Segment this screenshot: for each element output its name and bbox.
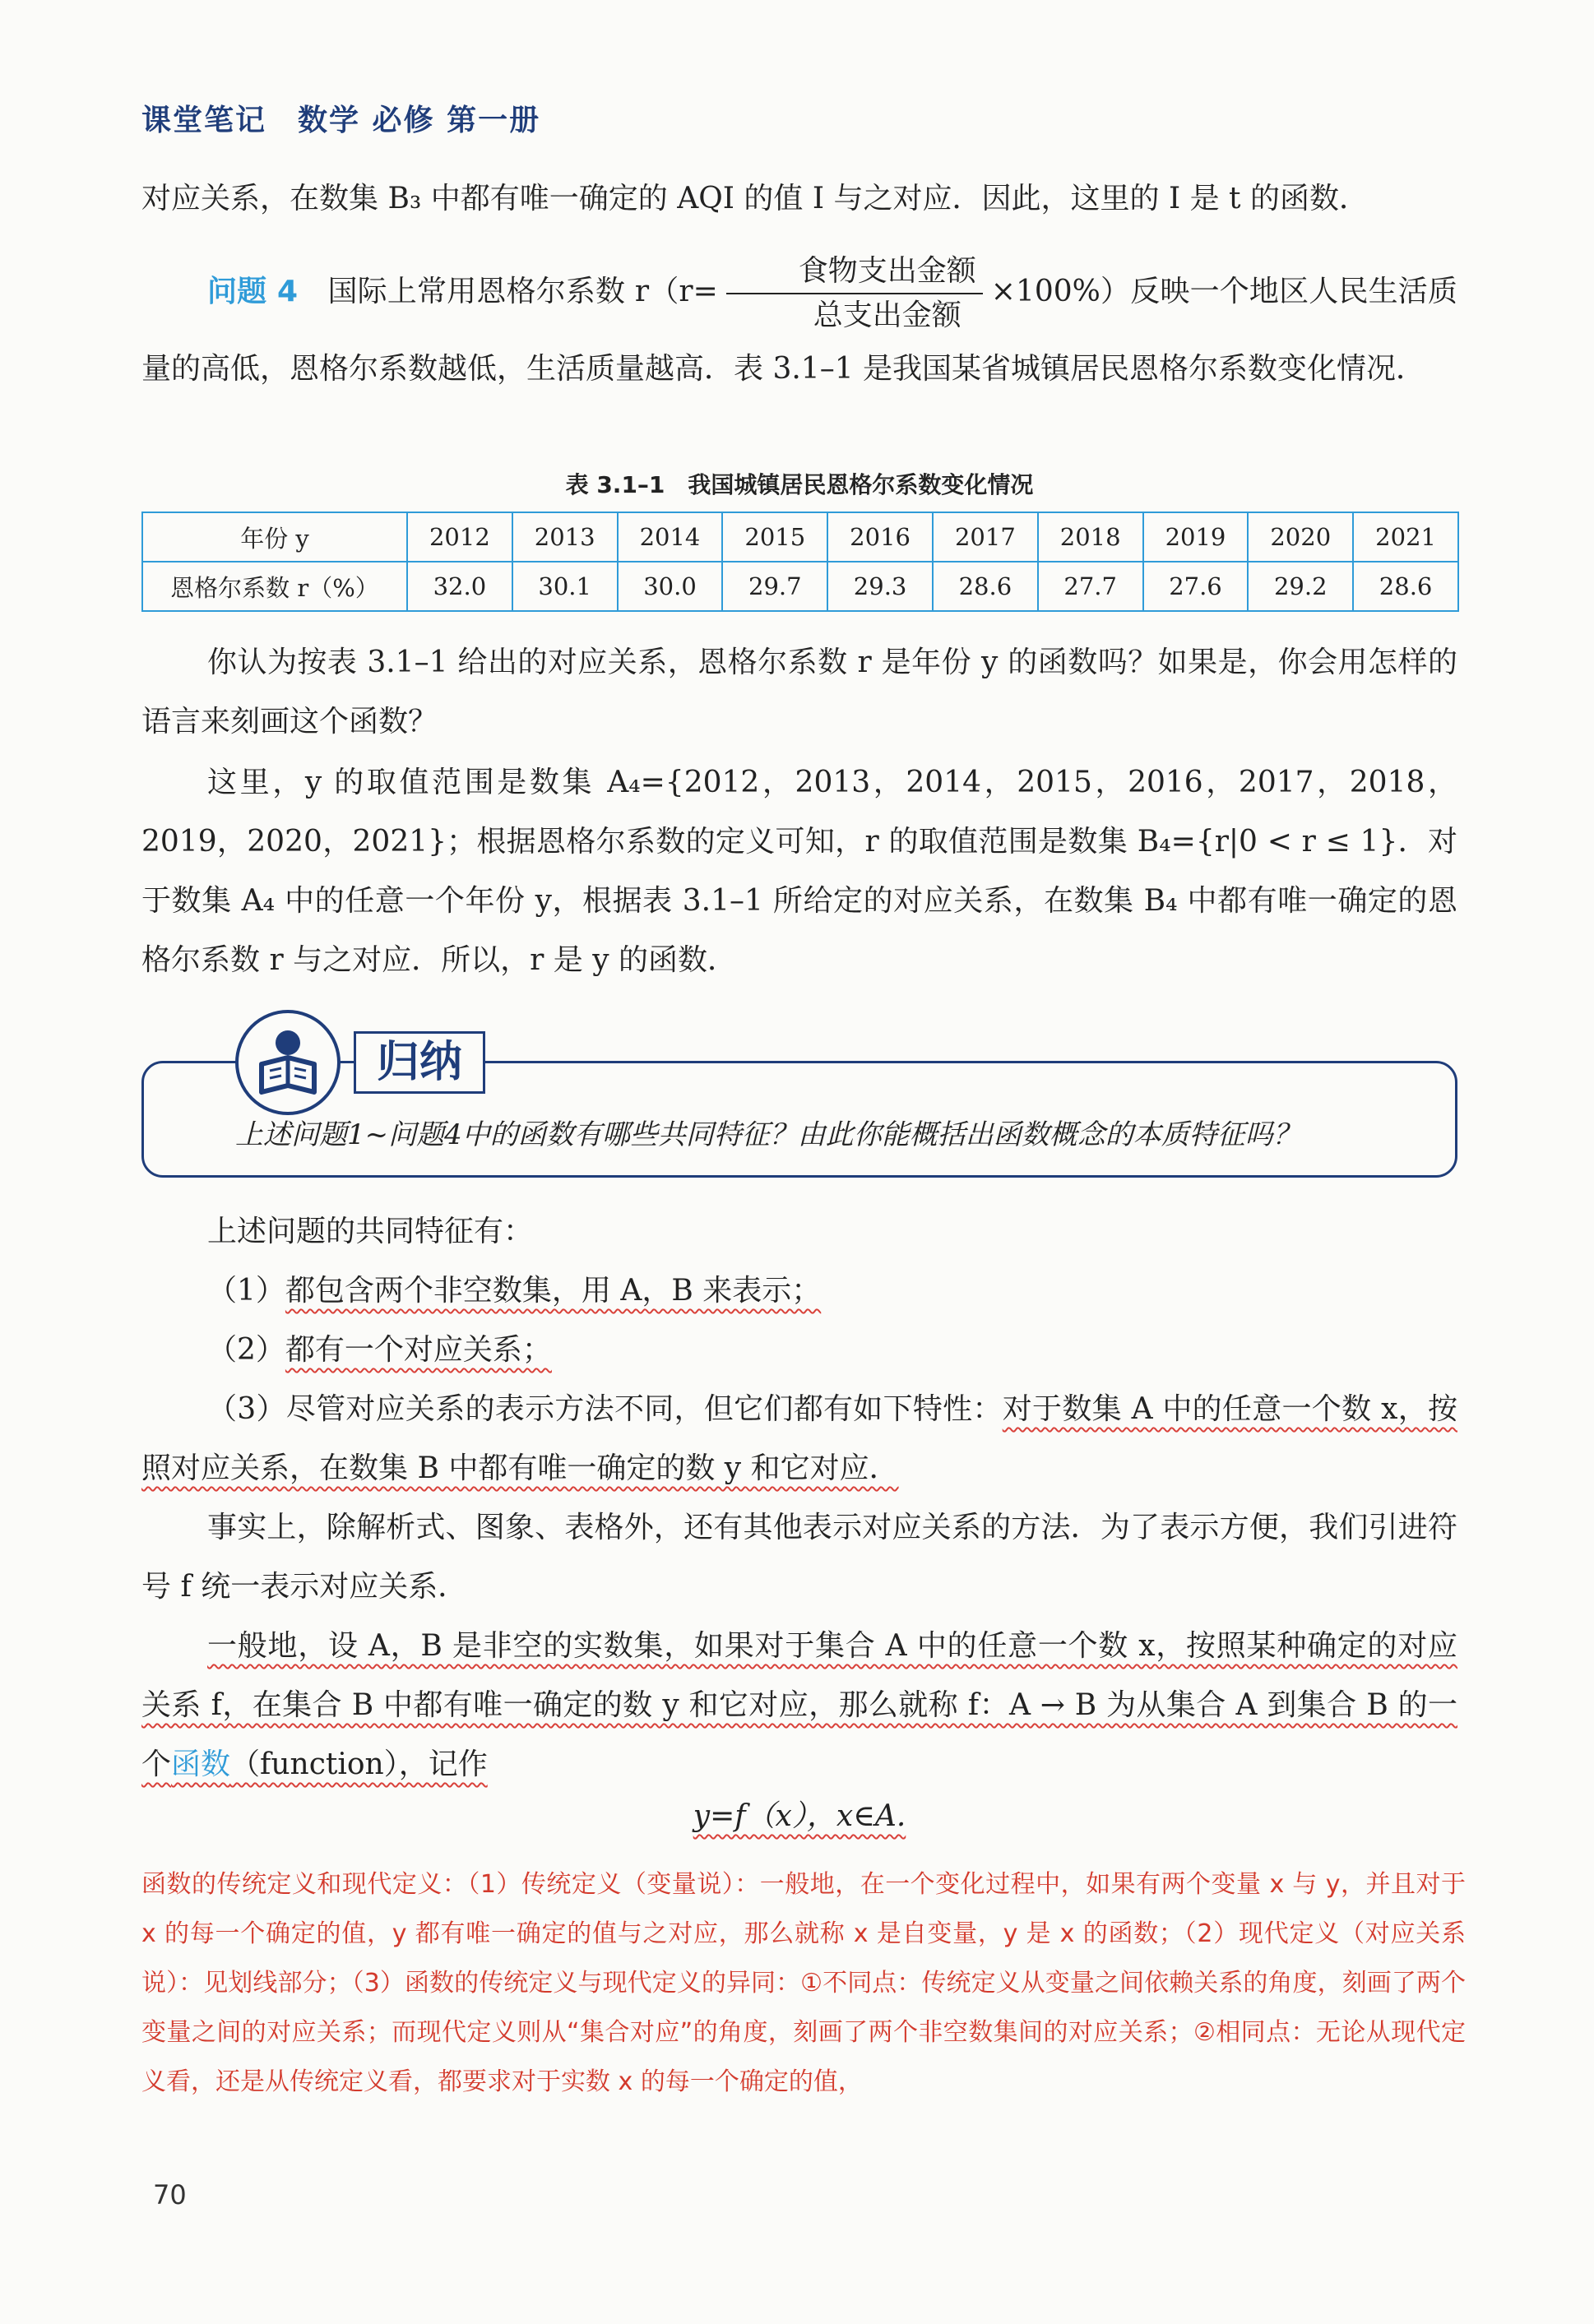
table-caption: 表 3.1–1 我国城镇居民恩格尔系数变化情况 xyxy=(565,471,1034,498)
table-cell-value: 28.6 xyxy=(1353,562,1458,611)
engel-fraction xyxy=(726,250,983,337)
summary-title: 归纳 xyxy=(354,1031,485,1094)
table-cell-value: 32.0 xyxy=(407,562,512,611)
table-cell-value: 28.6 xyxy=(933,562,1038,611)
feature-3-prefix: （3）尽管对应关系的表示方法不同，但它们都有如下特性： xyxy=(207,1392,1003,1426)
table-cell-year: 2016 xyxy=(827,512,933,562)
table-cell-year: 2020 xyxy=(1248,512,1353,562)
fraction-denominator: 总支出金额 xyxy=(813,299,961,332)
engel-table xyxy=(141,512,1459,612)
table-cell-value: 27.7 xyxy=(1038,562,1143,611)
table-cell-year: 2015 xyxy=(722,512,827,562)
reader-icon xyxy=(235,1010,341,1115)
problem-4 xyxy=(141,250,1457,401)
paragraph-aqi-conclusion: 对应关系，在数集 B₃ 中都有唯一确定的 AQI 的值 I 与之对应．因此，这里的 I 是 t 的函数． xyxy=(141,182,1369,215)
function-formula-text: y=f（x），x∈A. xyxy=(693,1799,906,1833)
table-row-label-engel: 恩格尔系数 r（%） xyxy=(142,562,407,611)
paragraph-question: 你认为按表 3.1–1 给出的对应关系，恩格尔系数 r 是年份 y 的函数吗？如果是，你会用怎样的语言来刻画这个函数？ xyxy=(141,646,1457,738)
problem-4-tag: 问题 4 xyxy=(207,275,299,308)
table-cell-year: 2021 xyxy=(1353,512,1458,562)
table-cell-value: 29.2 xyxy=(1248,562,1353,611)
feature-2-prefix: （2） xyxy=(207,1333,285,1367)
table-cell-year: 2019 xyxy=(1143,512,1249,562)
function-formula xyxy=(141,1793,1457,1835)
page-header: 课堂笔记 数学 必修 第一册 xyxy=(141,104,541,137)
definition-part-1: 一般地，设 A，B 是非空的实数集，如果对于集合 A 中的任意一个数 x，按照某种确定的对应关系 f，在集合 B 中都有唯一确定的数 y 和它对应，那么就称 f：A → B 为从集合 A 到集合 B 的一个 xyxy=(141,1629,1457,1781)
table-cell-value: 29.7 xyxy=(722,562,827,611)
table-cell-year: 2017 xyxy=(933,512,1038,562)
page-number: 70 xyxy=(153,2179,187,2211)
table-cell-value: 29.3 xyxy=(827,562,933,611)
paragraph-answer: 这里，y 的取值范围是数集 A₄={2012，2013，2014，2015，2016，2017，2018，2019，2020，2021}；根据恩格尔系数的定义可知，r 的取值范围是数集 B₄={r|0 < r ≤ 1}．对于数集 A₄ 中的任意一个年份 y，根据表 3.1–1 所给定的对应关系，在数集 B₄ 中都有唯一确定的恩格尔系数 r 与之对应．所以，r 是 y 的函数． xyxy=(141,766,1457,977)
table-row-years xyxy=(142,512,1458,562)
summary-question: 上述问题1~问题4中的函数有哪些共同特征？由此你能概括出函数概念的本质特征吗？ xyxy=(235,1118,1301,1151)
table-cell-value: 30.0 xyxy=(618,562,723,611)
summary-connector xyxy=(339,1061,355,1063)
table-row-label-year: 年份 y xyxy=(142,512,407,562)
paragraph-fact: 事实上，除解析式、图象、表格外，还有其他表示对应关系的方法．为了表示方便，我们引进符号 f 统一表示对应关系． xyxy=(141,1511,1457,1604)
feature-item-3 xyxy=(141,1380,1457,1498)
definition-term: 函数 xyxy=(171,1748,231,1781)
function-definition xyxy=(141,1617,1457,1794)
feature-item-1 xyxy=(141,1262,1457,1321)
handwritten-notes: 函数的传统定义和现代定义：（1）传统定义（变量说）：一般地，在一个变化过程中，如果有两个变量 x 与 y，并且对于 x 的每一个确定的值，y 都有唯一确定的值与之对应，那么就称 x 是自变量，y 是 x 的函数；（2）现代定义（对应关系说）：见划线部分；（3）函数的传统定义与现代定义的异同：①不同点：传统定义从变量之间依赖关系的角度，刻画了两个变量之间的对应关系；而现代定义则从“集合对应”的角度，刻画了两个非空数集间的对应关系；②相同点：无论从现代定义看，还是从传统定义看，都要求对于实数 x 的每一个确定的值， xyxy=(141,1870,1466,2096)
table-row-values xyxy=(142,562,1458,611)
problem-4-lead: 国际上常用恩格尔系数 r（r= xyxy=(327,275,718,308)
table-cell-value: 27.6 xyxy=(1143,562,1249,611)
feature-1-prefix: （1） xyxy=(207,1274,285,1308)
fraction-numerator: 食物支出金额 xyxy=(726,250,983,294)
feature-item-2 xyxy=(141,1321,1457,1380)
feature-2-text: 都有一个对应关系； xyxy=(285,1333,552,1367)
table-cell-year: 2014 xyxy=(618,512,723,562)
feature-1-text: 都包含两个非空数集，用 A，B 来表示； xyxy=(285,1274,822,1308)
table-cell-year: 2012 xyxy=(407,512,512,562)
table-cell-value: 30.1 xyxy=(512,562,618,611)
features-intro: 上述问题的共同特征有： xyxy=(207,1215,534,1248)
definition-part-2: （function），记作 xyxy=(230,1748,488,1781)
table-cell-year: 2018 xyxy=(1038,512,1143,562)
problem-4-tail: ×100%）反映一个地区人民生活质量的高低，恩格尔系数越低，生活质量越高．表 3.1–1 是我国某省城镇居民恩格尔系数变化情况． xyxy=(141,275,1457,386)
table-cell-year: 2013 xyxy=(512,512,618,562)
feature-3-text: 对于数集 A 中的任意一个数 x，按照对应关系，在数集 B 中都有唯一确定的数 y 和它对应． xyxy=(141,1392,1457,1485)
reader-icon-graphic xyxy=(239,1013,337,1112)
